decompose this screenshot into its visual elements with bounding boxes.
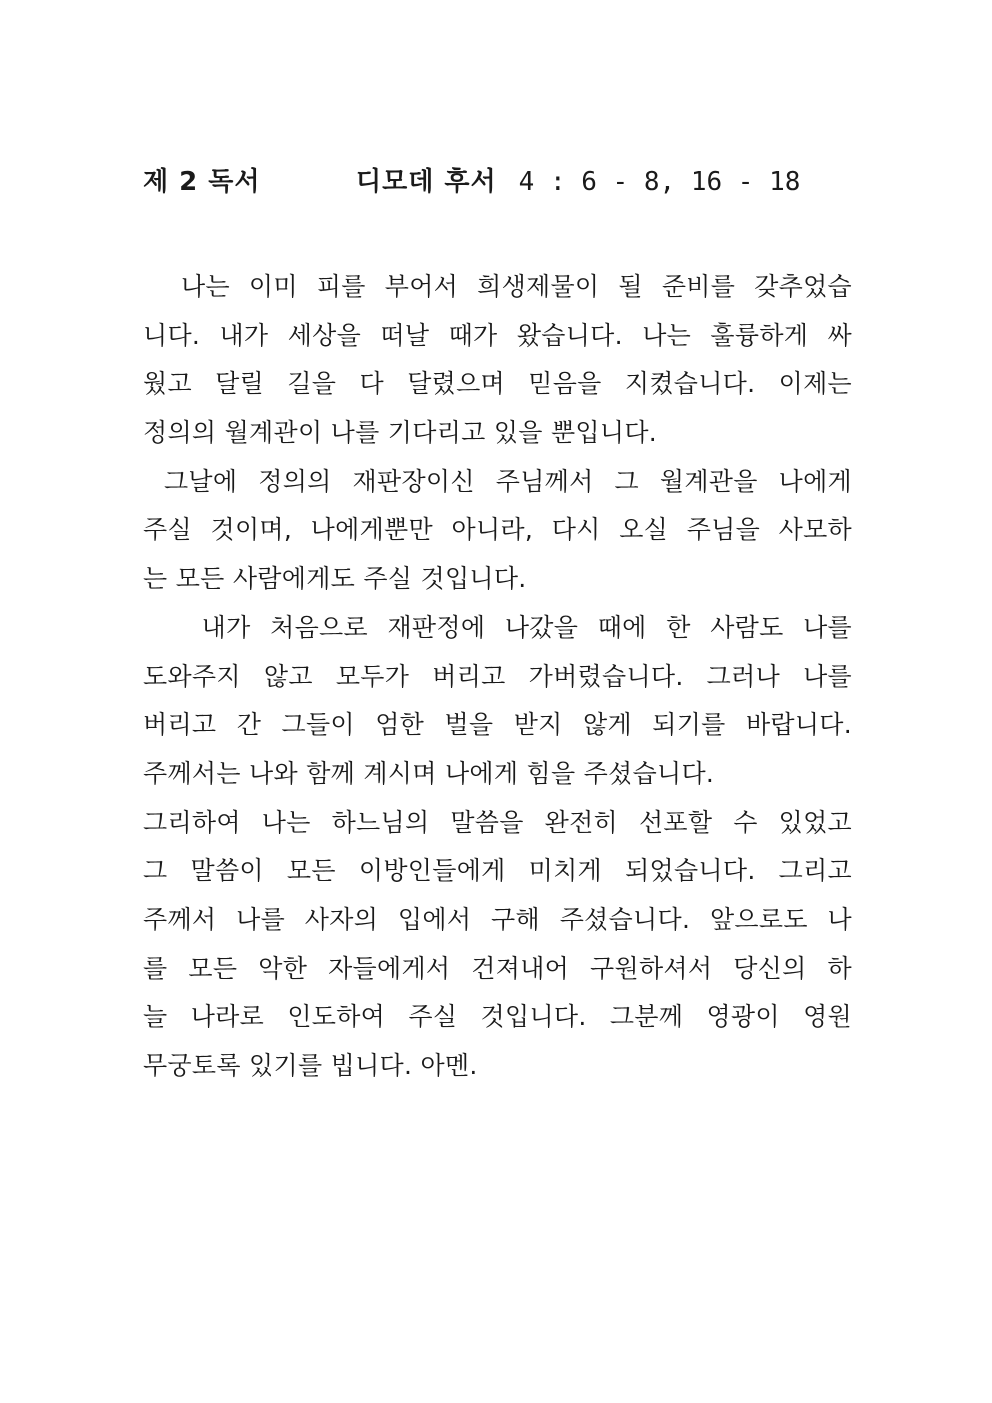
text-line: 웠고 달릴 길을 다 달렸으며 믿음을 지켰습니다. 이제는 xyxy=(143,369,852,399)
reading-label: 제 2 독서 xyxy=(143,167,261,197)
book-title: 디모데 후서 xyxy=(356,167,497,197)
text-line: 주실 것이며, 나에게뿐만 아니라, 다시 오실 주님을 사모하 xyxy=(143,515,852,545)
text-line: 나는 이미 피를 부어서 희생제물이 될 준비를 갖추었습 xyxy=(143,272,852,301)
text-line: 버리고 간 그들이 엄한 벌을 받지 않게 되기를 바랍니다. xyxy=(143,710,852,740)
text-line: 주께서 나를 사자의 입에서 구해 주셨습니다. 앞으로도 나 xyxy=(143,904,852,934)
text-line: 그날에 정의의 재판장이신 주님께서 그 월계관을 나에게 xyxy=(143,466,852,496)
text-line: 는 모든 사람에게도 주실 것입니다. xyxy=(143,564,527,594)
reading-text xyxy=(143,263,852,1091)
text-line: 정의의 월계관이 나를 기다리고 있을 뿐입니다. xyxy=(143,418,658,448)
scripture-reference: 4 : 6 - 8, 16 - 18 xyxy=(518,167,801,197)
text-line: 그리하여 나는 하느님의 말씀을 완전히 선포할 수 있었고 xyxy=(143,807,852,837)
text-line: 늘 나라로 인도하여 주실 것입니다. 그분께 영광이 영원 xyxy=(143,1002,852,1032)
text-line: 내가 처음으로 재판정에 나갔을 때에 한 사람도 나를 xyxy=(143,612,852,642)
reading-heading xyxy=(143,160,863,204)
text-line: 를 모든 악한 자들에게서 건져내어 구원하셔서 당신의 하 xyxy=(143,953,852,983)
text-line: 무궁토록 있기를 빕니다. 아멘. xyxy=(143,1051,478,1080)
text-line: 그 말씀이 모든 이방인들에게 미치게 되었습니다. 그리고 xyxy=(143,856,852,886)
text-line: 니다. 내가 세상을 떠날 때가 왔습니다. 나는 훌륭하게 싸 xyxy=(143,320,852,350)
text-line: 주께서는 나와 함께 계시며 나에게 힘을 주셨습니다. xyxy=(143,758,715,788)
text-line: 도와주지 않고 모두가 버리고 가버렸습니다. 그러나 나를 xyxy=(143,661,852,691)
